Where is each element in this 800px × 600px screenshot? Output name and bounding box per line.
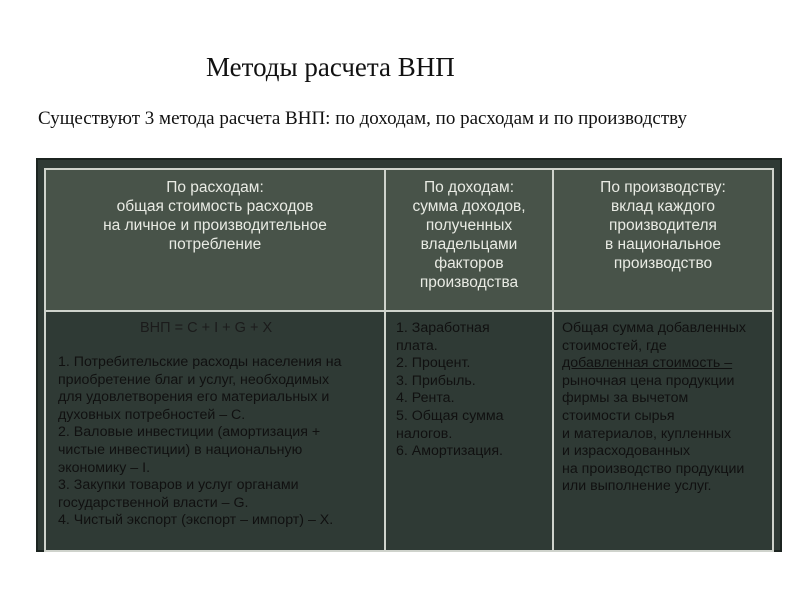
header-line: производство bbox=[613, 255, 713, 272]
list-item: 3. Прибыль. bbox=[396, 372, 476, 389]
list-item: духовных потребностей – С. bbox=[58, 406, 246, 423]
expenditure-components bbox=[58, 354, 342, 530]
list-item: и израсходованных bbox=[562, 443, 691, 460]
header-line: общая стоимость расходов bbox=[116, 198, 314, 215]
list-item: 1. Заработная bbox=[396, 320, 490, 336]
header-production bbox=[554, 178, 772, 273]
header-line: владельцами bbox=[420, 236, 518, 253]
list-item: 4. Рента. bbox=[396, 390, 455, 407]
list-item: фирмы за вычетом bbox=[562, 390, 689, 407]
header-line: в национальное bbox=[605, 236, 721, 253]
page-title: Методы расчета ВНП bbox=[206, 52, 455, 82]
list-item: стоимости сырья bbox=[562, 407, 675, 424]
header-line: По доходам: bbox=[423, 179, 515, 196]
chalkboard-table bbox=[36, 158, 782, 552]
list-item: чистые инвестиции) в национальную bbox=[58, 441, 303, 458]
list-item: 5. Общая сумма bbox=[396, 407, 504, 424]
list-item: и материалов, купленных bbox=[562, 425, 732, 442]
header-line: полученных bbox=[425, 217, 513, 234]
header-line: По производству: bbox=[600, 179, 726, 196]
header-line: потребление bbox=[168, 236, 262, 253]
list-item: 4. Чистый экспорт (экспорт – импорт) – X. bbox=[58, 512, 334, 529]
header-line: По расходам: bbox=[166, 179, 264, 196]
list-item: или выполнение услуг. bbox=[562, 478, 712, 495]
list-item: 2. Процент. bbox=[396, 355, 471, 372]
income-components bbox=[396, 320, 504, 461]
page-subtitle: Существуют 3 метода расчета ВНП: по доходам, по расходам и по производству bbox=[38, 108, 687, 129]
header-line: факторов bbox=[434, 255, 504, 272]
header-line: сумма доходов, bbox=[412, 198, 526, 215]
list-item: 6. Амортизация. bbox=[396, 443, 503, 460]
header-line: вклад каждого bbox=[611, 198, 715, 215]
header-line: на личное и производительное bbox=[103, 217, 327, 234]
header-expenditure bbox=[46, 178, 384, 254]
list-item: стоимостей, где bbox=[562, 337, 667, 354]
list-item: рыночная цена продукции bbox=[562, 372, 735, 389]
list-item: 3. Закупки товаров и услуг органами bbox=[58, 477, 299, 494]
list-item: 1. Потребительские расходы населения на bbox=[58, 354, 342, 370]
header-line: производства bbox=[419, 274, 519, 291]
list-item: 2. Валовые инвестиции (амортизация + bbox=[58, 424, 321, 441]
production-description bbox=[562, 320, 746, 496]
header-divider bbox=[46, 310, 772, 312]
list-item: добавленная стоимость – bbox=[562, 355, 733, 372]
list-item: на производство продукции bbox=[562, 460, 745, 477]
list-item: экономику – I. bbox=[58, 459, 151, 476]
header-income bbox=[386, 178, 552, 292]
table-grid bbox=[44, 168, 774, 552]
list-item: плата. bbox=[396, 337, 438, 354]
list-item: для удовлетворения его материальных и bbox=[58, 389, 330, 406]
list-item: Общая сумма добавленных bbox=[562, 320, 746, 336]
header-line: производителя bbox=[609, 217, 717, 234]
list-item: налогов. bbox=[396, 425, 453, 442]
list-item: приобретение благ и услуг, необходимых bbox=[58, 371, 330, 388]
gnp-formula: ВНП = C + I + G + X bbox=[140, 320, 273, 336]
list-item: государственной власти – G. bbox=[58, 494, 249, 511]
